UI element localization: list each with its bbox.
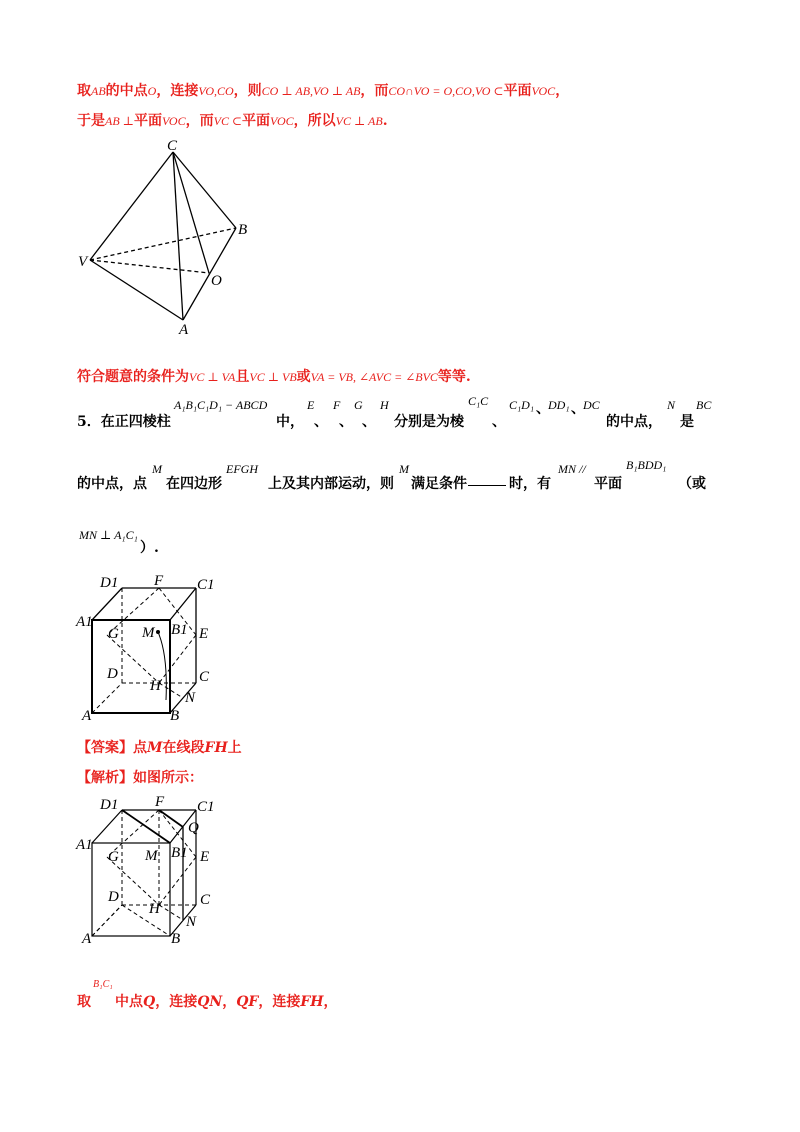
final-line-rest — [115, 991, 338, 1011]
text: 满足条件 — [411, 476, 467, 492]
text: 如图所示： — [133, 770, 203, 786]
label-E: E — [200, 849, 210, 865]
text: 上 — [227, 740, 242, 756]
text: 或 — [296, 369, 311, 385]
math: B₁C₁ — [93, 979, 113, 990]
math: H — [380, 398, 389, 412]
text: 、 — [492, 414, 506, 430]
math: O — [147, 84, 157, 98]
label-B: B — [171, 931, 181, 947]
label-M: M — [142, 625, 155, 641]
label-B1: B1 — [171, 622, 188, 638]
math: DD₁ — [548, 398, 570, 412]
text: 的中点 — [105, 83, 148, 99]
math: Q — [143, 994, 156, 1010]
math: DC — [583, 398, 600, 412]
prism-figure-solution — [70, 790, 230, 950]
label-N: N — [185, 690, 196, 706]
text: ， — [323, 994, 338, 1010]
text: 的中点， — [606, 414, 662, 430]
label-C: C — [167, 138, 178, 154]
label-O: O — [211, 273, 222, 289]
text: 时，有 — [509, 476, 551, 492]
text: 在线段 — [162, 740, 205, 756]
math: AB — [91, 84, 106, 98]
math: EFGH — [226, 462, 258, 476]
math: MN ⊥ A₁C₁ — [79, 528, 138, 542]
text: ，而 — [360, 83, 389, 99]
math: QF — [236, 994, 259, 1010]
label-A: A — [82, 708, 92, 724]
prism-figure — [70, 570, 230, 730]
label-C: C — [200, 892, 211, 908]
math: AB ⊥ — [105, 114, 134, 128]
text: ， — [555, 83, 570, 99]
math: MN // — [558, 462, 586, 476]
label-B: B — [238, 222, 248, 238]
text: 、 — [536, 401, 550, 417]
analysis-bracket: 【解析】 — [77, 770, 133, 786]
label-C: C — [199, 669, 210, 685]
math: VOC — [270, 114, 294, 128]
problem-number: 5．在正四棱柱 — [77, 414, 171, 430]
text: ，连接 — [155, 994, 198, 1010]
label-H: H — [149, 901, 160, 917]
label-F: F — [154, 573, 164, 589]
text: 分别是为棱 — [394, 414, 464, 430]
math: QN — [197, 994, 223, 1010]
text: ， — [222, 994, 237, 1010]
text: ，而 — [185, 113, 214, 129]
math: B₁BDD₁ — [626, 458, 667, 472]
text: 、 — [339, 414, 353, 430]
label-M: M — [145, 848, 158, 864]
label-Q: Q — [188, 820, 199, 836]
text: 符合题意的条件为 — [77, 369, 189, 385]
math: BC — [696, 398, 712, 412]
text: 平面 — [133, 113, 162, 129]
label-D: D — [107, 666, 118, 682]
label-B1: B1 — [171, 845, 188, 861]
math: M — [399, 462, 409, 476]
text: 在四边形 — [166, 476, 222, 492]
text: 取 — [77, 83, 91, 99]
label-A: A — [179, 322, 189, 338]
text: ，所以 — [293, 113, 336, 129]
math: VC ⊂ — [213, 114, 242, 128]
label-A: A — [82, 931, 92, 947]
label-V: V — [78, 254, 88, 270]
math: VO,CO — [198, 84, 234, 98]
text: 等等. — [437, 369, 471, 385]
label-A1: A1 — [76, 614, 93, 630]
label-H: H — [150, 678, 161, 694]
text: 平面 — [242, 113, 270, 129]
label-E: E — [199, 626, 209, 642]
math: FH — [204, 740, 228, 756]
math: VC ⊥ VA — [189, 370, 236, 384]
math: G — [354, 398, 363, 412]
math: A₁B₁C₁D₁ − ABCD — [174, 398, 268, 412]
math: N — [667, 398, 676, 412]
text: 、 — [362, 414, 376, 430]
label-F: F — [155, 794, 165, 810]
math: VC ⊥ VB — [249, 370, 297, 384]
math: C₁D₁ — [509, 398, 535, 412]
label-G: G — [108, 849, 119, 865]
solution-line-2 — [77, 110, 388, 130]
answer-line — [77, 737, 242, 757]
analysis-line — [77, 767, 203, 787]
answer-blank[interactable] — [468, 473, 506, 486]
text: 且 — [235, 369, 250, 385]
text: ）. — [140, 540, 159, 556]
math: M — [152, 462, 162, 476]
label-D1: D1 — [100, 575, 119, 591]
text: 、 — [314, 414, 328, 430]
text: 、 — [571, 401, 585, 417]
label-G: G — [108, 626, 119, 642]
text: . — [382, 113, 388, 129]
label-D1: D1 — [100, 797, 119, 813]
math: CO ⊥ AB,VO ⊥ AB — [261, 84, 361, 98]
label-C1: C1 — [197, 577, 215, 593]
answer-bracket: 【答案】 — [77, 740, 133, 756]
label-D: D — [108, 889, 119, 905]
math: VC ⊥ AB — [335, 114, 383, 128]
text: 于是 — [77, 113, 105, 129]
text: 中点 — [115, 994, 143, 1010]
text: 点 — [133, 740, 147, 756]
math: C₁C — [468, 394, 489, 408]
text: （或 — [678, 476, 706, 492]
text: ，则 — [233, 83, 262, 99]
math: VA = VB, ∠AVC = ∠BVC — [310, 370, 438, 384]
text: 平面 — [503, 83, 532, 99]
label-C1: C1 — [197, 799, 215, 815]
text: 取 — [77, 994, 91, 1010]
math: M — [147, 740, 163, 756]
text: 平面 — [594, 476, 622, 492]
math: CO∩VO = O,CO,VO ⊂ — [388, 84, 504, 98]
text: ，连接 — [156, 83, 199, 99]
math: F — [333, 398, 341, 412]
math: VOC — [161, 114, 186, 128]
tetrahedron-figure — [70, 135, 270, 345]
text: 中， — [276, 414, 304, 430]
math: VOC — [531, 84, 556, 98]
label-A1: A1 — [76, 837, 93, 853]
conditions-line — [77, 366, 471, 386]
label-B: B — [170, 708, 180, 724]
text: ，连接 — [258, 994, 301, 1010]
text: 上及其内部运动，则 — [268, 476, 394, 492]
solution-line-1 — [77, 80, 569, 100]
text: 的中点，点 — [77, 476, 147, 492]
label-N: N — [186, 914, 197, 930]
math: FH — [300, 994, 324, 1010]
text: 是 — [680, 414, 694, 430]
math: E — [307, 398, 315, 412]
